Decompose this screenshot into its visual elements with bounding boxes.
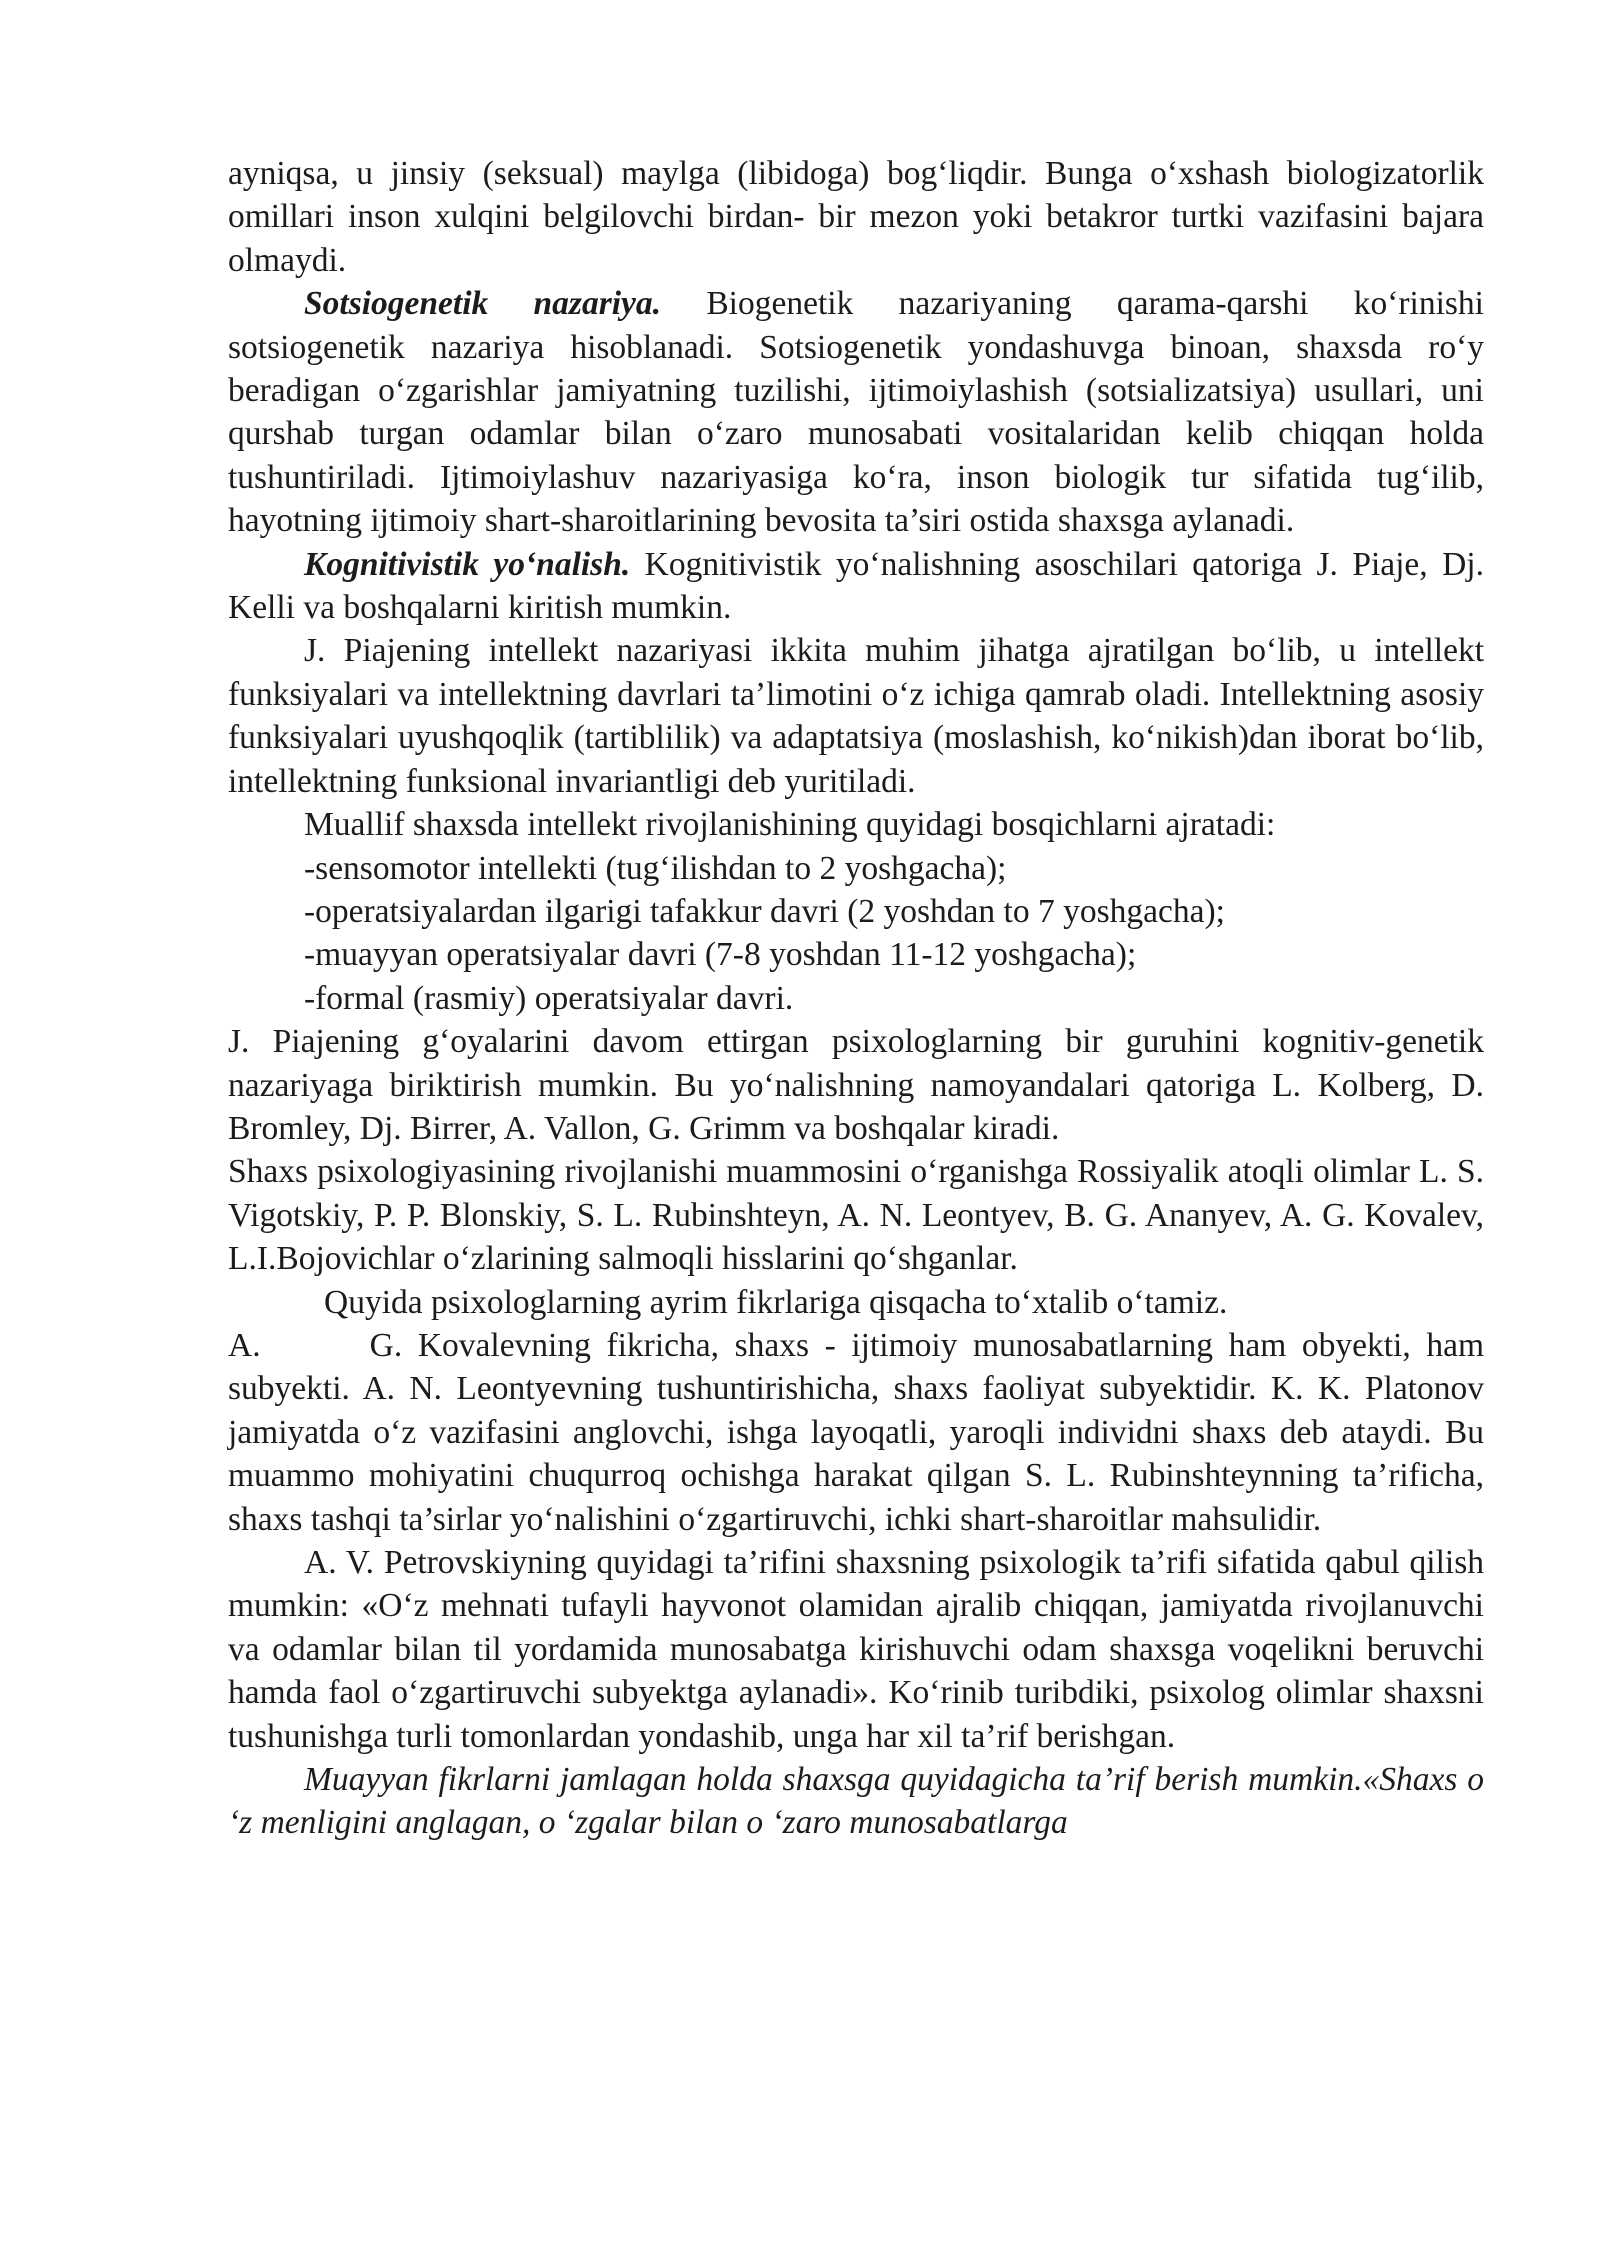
list-item-stage-3: -muayyan operatsiyalar davri (7-8 yoshdan 11-12 yoshgacha); [304,936,1137,974]
term-kognitivistik: Kognitivistik yo‘nalish. [304,545,631,583]
paragraph-sotsiogenetik-text: Biogenetik nazariyaning qarama-qarshi ko‘rinishi sotsiogenetik nazariya hisoblanadi. Sotsiogenetik yondashuvga binoan, shaxsda ro‘y beradigan o‘zgarishlar jamiyatning tuzilishi, ijtimoiylashish (sotsializatsiya) usullari, uni qurshab turgan odamlar bilan o‘zaro munosabati vositalaridan kelib chiqqan holda tushuntiriladi. Ijtimoiylashuv nazariyasiga ko‘ra, inson biologik tur sifatida tug‘ilib, hayotning ijtimoiy shart-sharoitlarining bevosita ta’siri ostida shaxsga aylanadi. [228,285,1484,540]
paragraph-kovalev-text: G. Kovalevning fikricha, shaxs - ijtimoiy munosabatlarning ham obyekti, ham subyekti. A. N. Leontyevning tushuntirishicha, shaxs faoliyat subyektidir. K. K. Platonov jamiyatda o‘z vazifasini anglovchi, ishga layoqatli, yaroqli individni shaxs deb ataydi. Bu muammo mohiyatini chuqurroq ochishga harakat qilgan S. L. Rubinshteynning ta’rificha, shaxs tashqi ta’sirlar yo‘nalishini o‘zgartiruvchi, ichki shart-sharoitlar mahsulidir. [228,1326,1485,1538]
term-sotsiogenetik: Sotsiogenetik nazariya. [304,285,662,323]
document-page [228,152,1484,1845]
paragraph-piaje-theory: J. Piajening intellekt nazariyasi ikkita muhim jihatga ajratilgan bo‘lib, u intellekt funksiyalari va intellektning davrlari ta’limotini o‘z ichiga qamrab oladi. Intellektning asosiy funksiyalari uyushqoqlik (tartiblilik) va adaptatsiya (moslashish, ko‘nikish)dan iborat bo‘lib, intellektning funksional invariantligi deb yuritiladi. [228,632,1484,800]
list-item-stage-4: -formal (rasmiy) operatsiyalar davri. [304,979,794,1017]
paragraph-definition: Muayyan fikrlarni jamlagan holda shaxsga quyidagicha ta’rif berish mumkin.«Shaxs o ‘z menligini anglagan, o ‘zgalar bilan o ‘zaro munosabatlarga [228,1761,1484,1842]
list-item-stage-1: -sensomotor intellekti (tug‘ilishdan to 2 yoshgacha); [304,849,1007,887]
paragraph-kognitivistik [228,543,1484,630]
paragraph-russian-scholars: Shaxs psixologiyasining rivojlanishi muammosini o‘rganishga Rossiyalik atoqli olimlar L. S. Vigotskiy, P. P. Blonskiy, S. L. Rubinshteyn, A. N. Leontyev, B. G. Ananyev, A. G. Kovalev, L.I.Bojovichlar o‘zlarining salmoqli hisslarini qo‘shganlar. [228,1153,1484,1278]
paragraph-stages-intro: Muallif shaxsda intellekt rivojlanishining quyidagi bosqichlarni ajratadi: [304,806,1276,844]
paragraph-kognitiv-genetik: J. Piajening g‘oyalarini davom ettirgan psixologlarning bir guruhini kognitiv-genetik nazariyaga biriktirish mumkin. Bu yo‘nalishning namoyandalari qatoriga L. Kolberg, D. Bromley, Dj. Birrer, A. Vallon, G. Grimm va boshqalar kiradi. [228,1023,1484,1147]
list-item-stage-2: -operatsiyalardan ilgarigi tafakkur davri (2 yoshdan to 7 yoshgacha); [304,892,1225,930]
paragraph-kovalev-lead: A. [228,1326,261,1364]
paragraph-sotsiogenetik [228,282,1484,542]
paragraph-petrovskiy: A. V. Petrovskiyning quyidagi ta’rifini shaxsning psixologik ta’rifi sifatida qabul qilish mumkin: «O‘z mehnati tufayli hayvonot olamidan ajralib chiqqan, jamiyatda rivojlanuvchi va odamlar bilan til yordamida munosabatga kirishuvchi odam shaxsga voqelikni beruvchi hamda faol o‘zgartiruvchi subyektga aylanadi». Ko‘rinib turibdiki, psixolog olimlar shaxsni tushunishga turli tomonlardan yondashib, unga har xil ta’rif berishgan. [228,1544,1484,1755]
paragraph-kovalev [228,1324,1484,1541]
paragraph-kognitivistik-text: Kognitivistik yo‘nalishning asoschilari qatoriga J. Piaje, Dj. Kelli va boshqalarni kiritish mumkin. [228,545,1484,627]
paragraph-intro-opinions: Quyida psixologlarning ayrim fikrlariga qisqacha to‘xtalib o‘tamiz. [324,1283,1228,1321]
paragraph-1: ayniqsa, u jinsiy (seksual) maylga (libidoga) bog‘liqdir. Bunga o‘xshash biologizatorlik omillari inson xulqini belgilovchi birdan- bir mezon yoki betakror turtki vazifasini bajara olmaydi. [228,155,1484,279]
